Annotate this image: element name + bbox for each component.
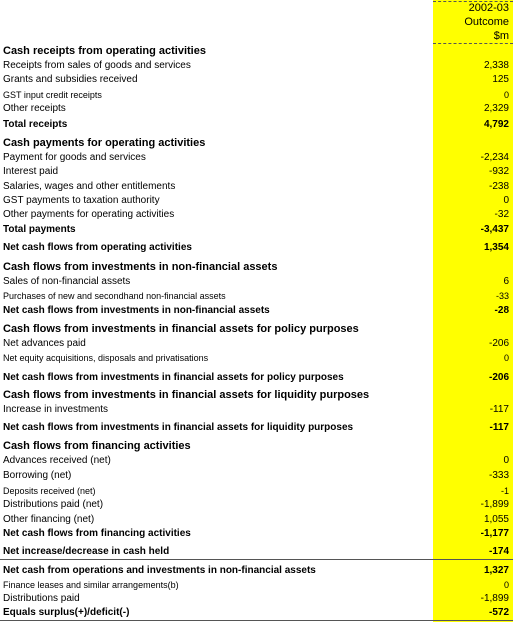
net-total-row: Net cash from operations and investments in non-financial assets 1,327 <box>3 565 509 576</box>
section-heading: Cash receipts from operating activities <box>3 45 206 57</box>
line-item: Borrowing (net) -333 <box>3 470 509 481</box>
line-item: GST payments to taxation authority 0 <box>3 195 509 206</box>
net-total-row: Net cash flows from investments in non-financial assets -28 <box>3 305 509 316</box>
net-total-row: Net cash flows from investments in financial assets for liquidity purposes -117 <box>3 422 509 433</box>
net-total-row: Net cash flows from investments in financial assets for policy purposes -206 <box>3 372 509 383</box>
line-item: Deposits received (net) -1 <box>3 486 509 496</box>
line-item: Increase in investments -117 <box>3 404 509 415</box>
line-item: Other financing (net) 1,055 <box>3 514 509 525</box>
line-item: Distributions paid -1,899 <box>3 593 509 604</box>
line-item: Advances received (net) 0 <box>3 455 509 466</box>
total-row: Total payments -3,437 <box>3 224 509 235</box>
line-item: Receipts from sales of goods and services 2,338 <box>3 60 509 71</box>
line-item: Payment for goods and services -2,234 <box>3 152 509 163</box>
line-item: Other receipts 2,329 <box>3 103 509 114</box>
column-unit: $m <box>493 30 509 42</box>
line-item: Salaries, wages and other entitlements -238 <box>3 181 509 192</box>
section-heading: Cash flows from financing activities <box>3 440 191 452</box>
total-row: Total receipts 4,792 <box>3 119 509 130</box>
section-heading: Cash payments for operating activities <box>3 137 206 149</box>
line-item: Distributions paid (net) -1,899 <box>3 499 509 510</box>
net-total-row: Net cash flows from financing activities -1,177 <box>3 528 509 539</box>
line-item: Purchases of new and secondhand non-financial assets -33 <box>3 291 509 301</box>
net-total-row: Net cash flows from operating activities 1,354 <box>3 242 509 253</box>
line-item: Other payments for operating activities -32 <box>3 209 509 220</box>
line-item: Net advances paid -206 <box>3 338 509 349</box>
summary-divider <box>0 559 513 560</box>
net-total-row: Net increase/decrease in cash held -174 <box>3 546 509 557</box>
column-year: 2002-03 <box>468 2 509 14</box>
line-item: Net equity acquisitions, disposals and privatisations 0 <box>3 353 509 363</box>
line-item: Interest paid -932 <box>3 166 509 177</box>
section-heading: Cash flows from investments in non-financial assets <box>3 261 278 273</box>
section-heading: Cash flows from investments in financial assets for liquidity purposes <box>3 389 370 401</box>
line-item: Finance leases and similar arrangements(b) 0 <box>3 580 509 590</box>
column-label: Outcome <box>464 16 509 28</box>
line-item: GST input credit receipts 0 <box>3 90 509 100</box>
section-heading: Cash flows from investments in financial assets for policy purposes <box>3 323 359 335</box>
bottom-rule <box>0 620 513 621</box>
line-item: Grants and subsidies received 125 <box>3 74 509 85</box>
line-item: Sales of non-financial assets 6 <box>3 276 509 287</box>
grand-total-row: Equals surplus(+)/deficit(-) -572 <box>3 607 509 618</box>
